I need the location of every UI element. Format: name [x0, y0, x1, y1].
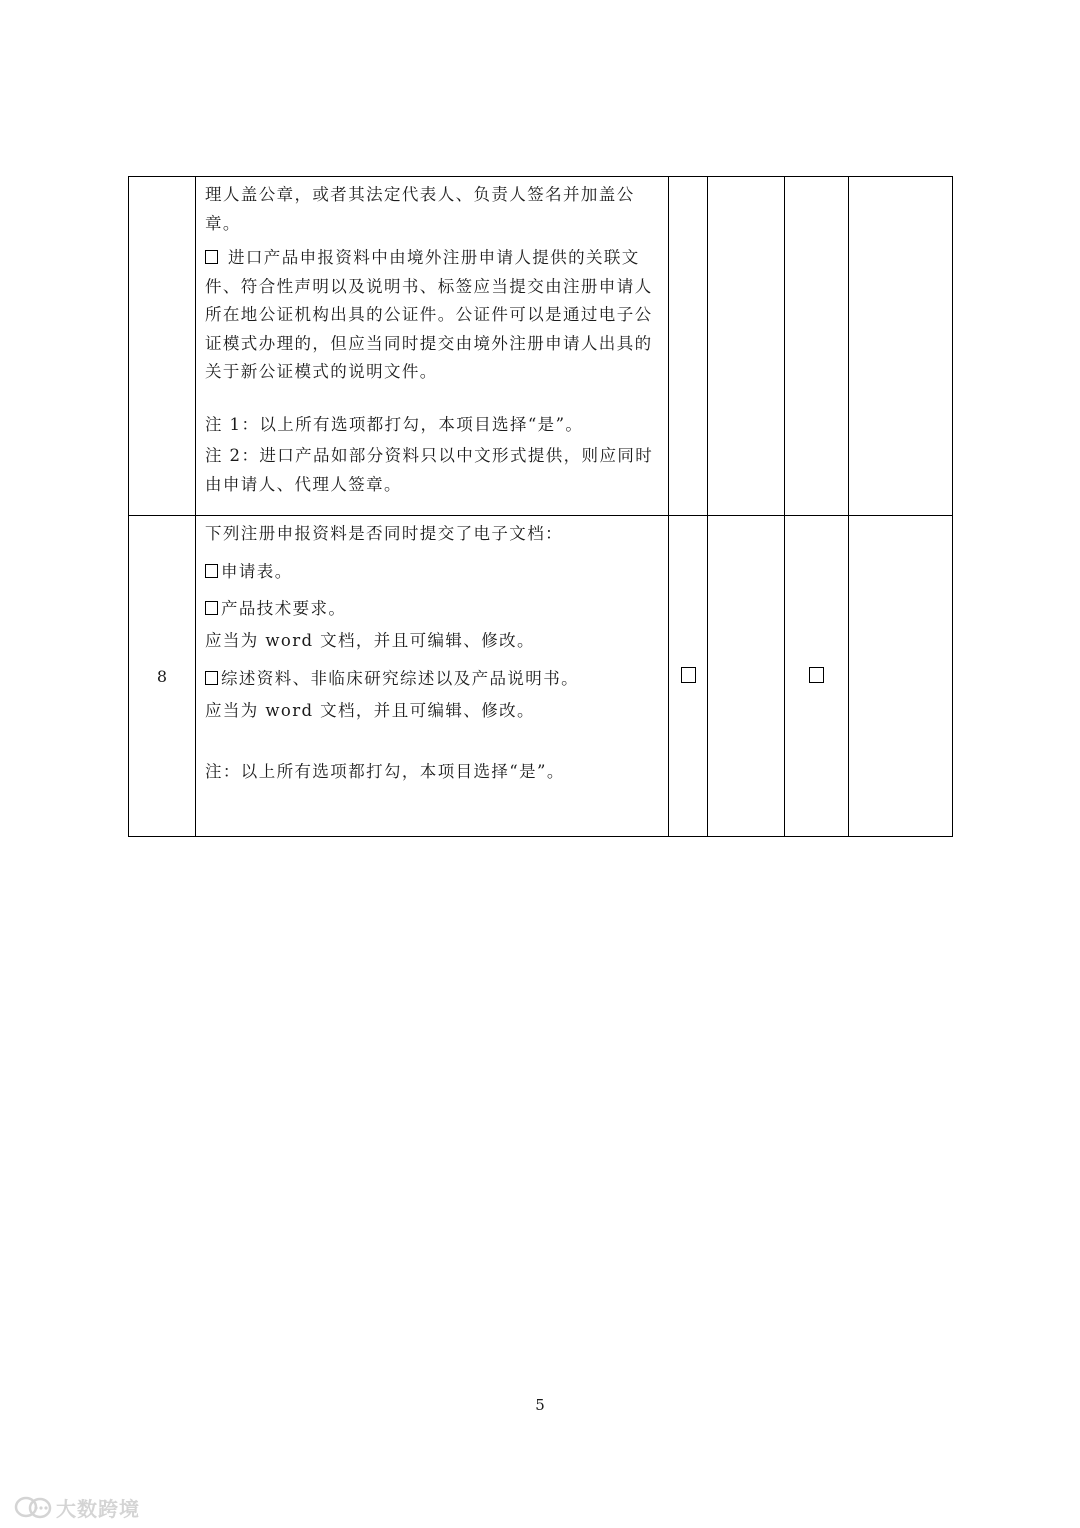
empty-cell — [708, 177, 785, 516]
row-content-cell — [196, 177, 669, 516]
checkbox-icon[interactable] — [205, 601, 218, 615]
checklist-item — [205, 558, 660, 587]
note-text: 注 1：以上所有选项都打勾，本项目选择“是”。 — [205, 414, 584, 434]
checkbox-icon[interactable] — [205, 671, 218, 685]
checklist-item — [205, 595, 660, 624]
checkbox-icon[interactable] — [205, 250, 218, 264]
table-row — [129, 516, 953, 837]
table-row — [129, 177, 953, 516]
note-text: 注 2：进口产品如部分资料只以中文形式提供，则应同时由申请人、代理人签章。 — [205, 446, 654, 494]
requirement-text: 应当为 word 文档，并且可编辑、修改。 — [205, 700, 535, 720]
page-number: 5 — [535, 1396, 545, 1414]
checklist-item-text: 产品技术要求。 — [221, 599, 347, 618]
checklist-item-text: 综述资料、非临床研究综述以及产品说明书。 — [221, 669, 579, 688]
checkbox-icon[interactable] — [681, 667, 696, 683]
watermark — [14, 1493, 140, 1522]
checkbox-icon[interactable] — [205, 564, 218, 578]
checklist-table — [128, 176, 953, 837]
row-number-cell: 8 — [129, 516, 196, 837]
checklist-item-text: 进口产品申报资料中由境外注册申请人提供的关联文件、符合性声明以及说明书、标签应当提交由注册申请人所在地公证机构出具的公证件。公证件可以是通过电子公证模式办理的，但应当同时提交由境外注册申请人出具的关于新公证模式的说明文件。 — [205, 248, 653, 381]
content-paragraph: 下列注册申报资料是否同时提交了电子文档： — [205, 524, 563, 543]
no-checkbox-cell — [785, 516, 849, 837]
requirement-text: 应当为 word 文档，并且可编辑、修改。 — [205, 630, 535, 650]
row-number-cell — [129, 177, 196, 516]
watermark-text: 大数跨境 — [56, 1497, 140, 1521]
checkbox-icon[interactable] — [809, 667, 824, 683]
note-text: 注：以上所有选项都打勾，本项目选择“是”。 — [205, 762, 565, 781]
empty-cell — [849, 516, 953, 837]
empty-cell — [708, 516, 785, 837]
empty-cell — [849, 177, 953, 516]
empty-cell — [669, 177, 708, 516]
checklist-item-text: 申请表。 — [221, 561, 293, 581]
chat-bubble-logo-icon — [14, 1496, 52, 1520]
checklist-item — [205, 244, 660, 387]
checklist-item — [205, 665, 660, 694]
yes-checkbox-cell — [669, 516, 708, 837]
row-content-cell — [196, 516, 669, 837]
content-paragraph: 理人盖公章，或者其法定代表人、负责人签名并加盖公章。 — [205, 185, 635, 233]
empty-cell — [785, 177, 849, 516]
